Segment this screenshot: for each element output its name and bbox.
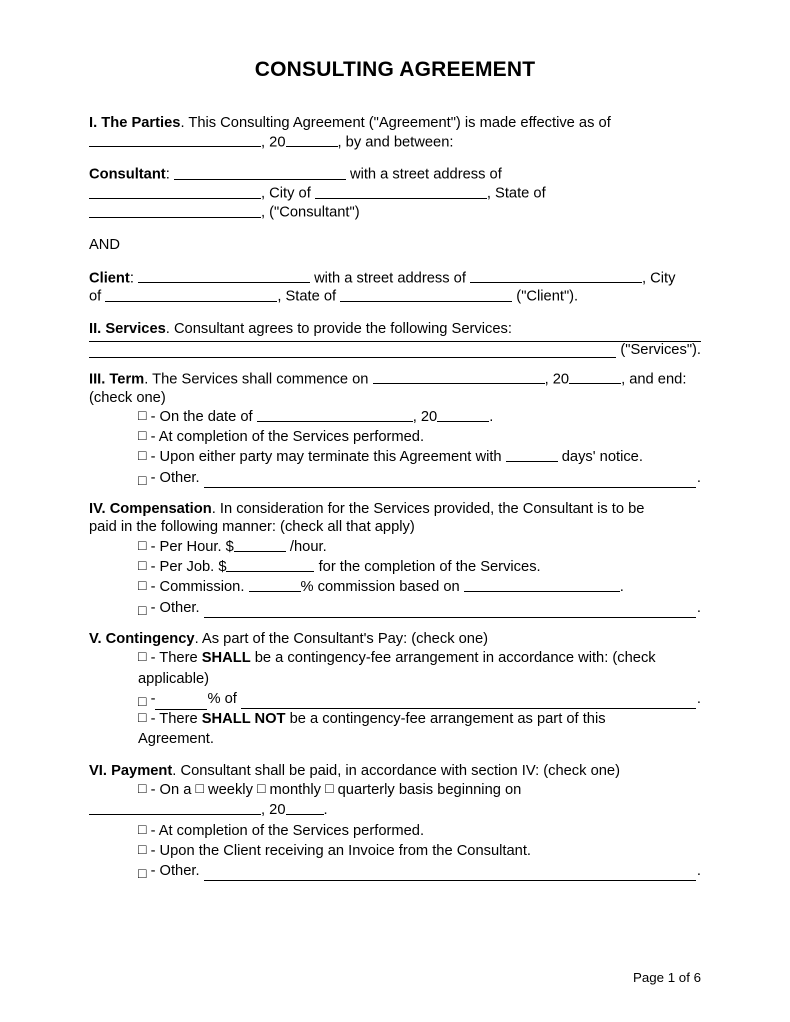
checkbox-icon[interactable]: □ <box>138 780 147 797</box>
term-check-hint: (check one) <box>89 389 166 406</box>
section-services-number: II. <box>89 321 102 338</box>
contingency-shallnot-d: Agreement. <box>138 731 214 748</box>
checkbox-quarterly-icon[interactable]: □ <box>325 780 334 797</box>
checkbox-icon[interactable]: □ <box>138 820 147 837</box>
checkbox-icon[interactable]: □ <box>138 557 147 574</box>
term-start-year-blank[interactable] <box>569 370 621 385</box>
payment-begin-date-blank[interactable] <box>89 801 261 816</box>
section-payment-number: VI. <box>89 762 107 779</box>
checkbox-icon[interactable]: □ <box>138 427 147 444</box>
payment-basis-monthly: monthly <box>265 782 326 799</box>
section-contingency-text: . As part of the Consultant's Pay: (check one) <box>194 630 489 647</box>
commission-percent-blank[interactable] <box>249 578 301 593</box>
compensation-other-blank[interactable] <box>204 602 696 618</box>
payment-basis-quarterly: quarterly basis beginning on <box>333 782 522 799</box>
payment-other-label: - Other. <box>150 863 200 880</box>
term-option-other[interactable] <box>138 468 701 488</box>
contingency-option-shall[interactable] <box>138 648 701 689</box>
page-footer: Page 1 of 6 <box>632 970 701 986</box>
client-street-blank[interactable] <box>470 269 642 284</box>
checkbox-icon[interactable]: □ <box>138 648 147 665</box>
payment-completion-label: - At completion of the Services performed. <box>150 822 425 839</box>
contingency-shallnot-a: - There <box>150 711 202 728</box>
checkbox-icon[interactable]: □ <box>138 577 147 594</box>
term-option-terminate[interactable] <box>138 447 701 467</box>
term-other-dot: . <box>696 469 701 486</box>
section-compensation-text-b: paid in the following manner: (check all that apply) <box>89 519 415 536</box>
section-parties <box>89 114 701 151</box>
section-contingency-heading: Contingency <box>105 630 195 647</box>
client-colon: : <box>129 270 138 287</box>
client-state-blank[interactable] <box>340 287 512 302</box>
compensation-commission-mid: % commission based on <box>300 579 464 596</box>
section-term-heading-line <box>89 370 701 407</box>
consultant-label: Consultant <box>89 166 166 183</box>
client-addr-text: with a street address of <box>309 270 470 287</box>
term-end-dot: . <box>489 408 494 425</box>
compensation-commission-label: - Commission. <box>150 579 249 596</box>
services-fill-lines <box>89 341 701 358</box>
checkbox-weekly-icon[interactable]: □ <box>195 780 204 797</box>
consultant-name-blank[interactable] <box>174 165 346 180</box>
page-title: CONSULTING AGREEMENT <box>254 58 536 81</box>
checkbox-monthly-icon[interactable]: □ <box>257 780 266 797</box>
payment-option-other[interactable] <box>138 861 701 881</box>
section-payment-heading-line <box>89 762 701 780</box>
commission-basis-blank[interactable] <box>464 578 620 593</box>
compensation-per-hour-label: - Per Hour. $ <box>150 538 234 555</box>
document-body <box>89 82 701 881</box>
payment-options <box>138 780 701 881</box>
contingency-shall-a: - There <box>150 650 202 667</box>
term-option-terminate-mid: days' notice. <box>557 449 643 466</box>
contingency-basis-blank[interactable] <box>241 693 696 709</box>
contingency-percent-blank[interactable] <box>155 696 207 711</box>
compensation-commission-dot: . <box>619 579 624 596</box>
contingency-percent-dot: . <box>696 690 701 707</box>
term-option-on-date[interactable] <box>138 407 701 427</box>
contingency-percent-of: % of <box>207 690 237 707</box>
section-contingency-heading-line <box>89 630 701 648</box>
payment-option-basis[interactable] <box>138 780 701 800</box>
contingency-shallnot-c: be a contingency-fee arrangement as part of this <box>285 711 606 728</box>
contingency-option-percent[interactable] <box>138 689 701 709</box>
contingency-shall-emphasis: SHALL <box>201 650 251 667</box>
section-services-heading: Services <box>105 321 166 338</box>
section-term-heading: Term <box>109 371 145 388</box>
checkbox-icon[interactable]: □ <box>138 472 147 489</box>
per-job-amount-blank[interactable] <box>226 558 314 573</box>
payment-other-dot: . <box>696 863 701 880</box>
term-option-terminate-label: - Upon either party may terminate this Agreement with <box>150 449 506 466</box>
contingency-options <box>138 648 701 749</box>
checkbox-icon[interactable]: □ <box>138 536 147 553</box>
checkbox-icon[interactable]: □ <box>138 840 147 857</box>
checkbox-icon[interactable]: □ <box>138 709 147 726</box>
term-option-completion-label: - At completion of the Services performed. <box>150 429 425 446</box>
term-option-completion[interactable] <box>138 427 701 447</box>
payment-begin-dot: . <box>323 802 328 819</box>
compensation-option-other[interactable] <box>138 598 701 618</box>
compensation-per-job-tail: for the completion of the Services. <box>314 559 541 576</box>
client-name-blank[interactable] <box>138 269 310 284</box>
compensation-option-per-hour[interactable] <box>138 537 701 557</box>
checkbox-icon[interactable]: □ <box>138 406 147 423</box>
effective-year-blank[interactable] <box>286 133 338 148</box>
per-hour-rate-blank[interactable] <box>234 537 286 552</box>
section-compensation-heading-line <box>89 500 701 537</box>
compensation-per-job-label: - Per Job. $ <box>150 559 227 576</box>
client-city-blank[interactable] <box>105 287 277 302</box>
payment-other-blank[interactable] <box>204 865 696 881</box>
term-option-other-label: - Other. <box>150 469 200 486</box>
checkbox-icon[interactable]: □ <box>138 447 147 464</box>
section-parties-number: I. <box>89 115 98 132</box>
contingency-option-shall-not[interactable] <box>138 709 701 750</box>
compensation-options <box>138 537 701 618</box>
consultant-state-blank[interactable] <box>89 203 261 218</box>
section-term-text-a: . The Services shall commence on <box>144 371 373 388</box>
services-tail: ("Services"). <box>620 341 701 358</box>
section-contingency-number: V. <box>89 630 102 647</box>
services-line-2[interactable] <box>89 342 616 358</box>
payment-begin-year-text: , 20 <box>261 802 286 819</box>
payment-option-invoice[interactable] <box>138 841 701 861</box>
section-services-text: . Consultant agrees to provide the following Services: <box>165 321 512 338</box>
client-city-tail: , City <box>642 270 676 287</box>
term-option-on-date-label: - On the date of <box>150 408 257 425</box>
client-of-text: of <box>89 288 106 305</box>
contingency-shallnot-emphasis: SHALL NOT <box>201 711 286 728</box>
term-end-date-blank[interactable] <box>257 407 413 422</box>
client-block <box>89 269 701 307</box>
compensation-per-hour-tail: /hour. <box>285 538 327 555</box>
term-start-date-blank[interactable] <box>373 370 545 385</box>
consultant-street-blank[interactable] <box>89 184 261 199</box>
compensation-option-commission[interactable] <box>138 577 701 597</box>
section-parties-heading: The Parties <box>101 115 181 132</box>
contingency-percent-dash: - <box>150 690 156 707</box>
section-payment-heading: Payment <box>111 762 173 779</box>
payment-invoice-label: - Upon the Client receiving an Invoice from the Consultant. <box>150 842 532 859</box>
term-other-blank[interactable] <box>204 472 696 488</box>
checkbox-icon[interactable]: □ <box>138 865 147 882</box>
section-compensation-number: IV. <box>89 501 106 518</box>
term-end-year-text: , 20 <box>412 408 438 425</box>
section-payment-text: . Consultant shall be paid, in accordance with section IV: (check one) <box>172 762 620 779</box>
payment-option-completion[interactable] <box>138 821 701 841</box>
consultant-state-text: , State of <box>486 185 546 202</box>
section-term-text-b: , and end: <box>621 371 687 388</box>
section-services-heading-line <box>89 320 701 338</box>
compensation-other-dot: . <box>696 599 701 616</box>
consultant-colon: : <box>165 166 174 183</box>
and-connector: AND <box>89 237 121 254</box>
section-term-year: , 20 <box>544 371 570 388</box>
payment-basis-label: - On a <box>150 782 196 799</box>
effective-date-blank[interactable] <box>89 133 261 148</box>
term-options <box>138 407 701 488</box>
checkbox-icon[interactable]: □ <box>138 601 147 618</box>
contingency-shall-d: applicable) <box>138 670 210 687</box>
consultant-block <box>89 165 701 222</box>
client-closing: ("Client"). <box>512 288 579 305</box>
section-compensation-text-a: . In consideration for the Services provided, the Consultant is to be <box>211 501 645 518</box>
section-compensation-heading: Compensation <box>109 501 212 518</box>
payment-basis-date-line <box>89 800 701 820</box>
parties-line2-tail: , by and between: <box>337 134 454 151</box>
payment-begin-year-blank[interactable] <box>286 801 324 816</box>
consultant-city-blank[interactable] <box>315 184 487 199</box>
contingency-shall-c: be a contingency-fee arrangement in accordance with: (check <box>250 650 656 667</box>
term-notice-days-blank[interactable] <box>506 448 558 463</box>
effective-year-prefix: , 20 <box>261 134 286 151</box>
consultant-addr-text: with a street address of <box>345 166 502 183</box>
checkbox-icon[interactable]: □ <box>138 693 147 710</box>
services-line-2-row <box>89 342 701 358</box>
section-parties-line1: . This Consulting Agreement ("Agreement") is made effective as of <box>180 115 611 132</box>
consultant-closing: , ("Consultant") <box>261 204 360 221</box>
compensation-other-label: - Other. <box>150 599 200 616</box>
term-end-year-blank[interactable] <box>437 407 489 422</box>
section-term-number: III. <box>89 371 106 388</box>
client-label: Client <box>89 270 130 287</box>
compensation-option-per-job[interactable] <box>138 557 701 577</box>
payment-basis-weekly: weekly <box>203 782 257 799</box>
client-state-text: , State of <box>277 288 341 305</box>
consultant-city-text: , City of <box>261 185 315 202</box>
